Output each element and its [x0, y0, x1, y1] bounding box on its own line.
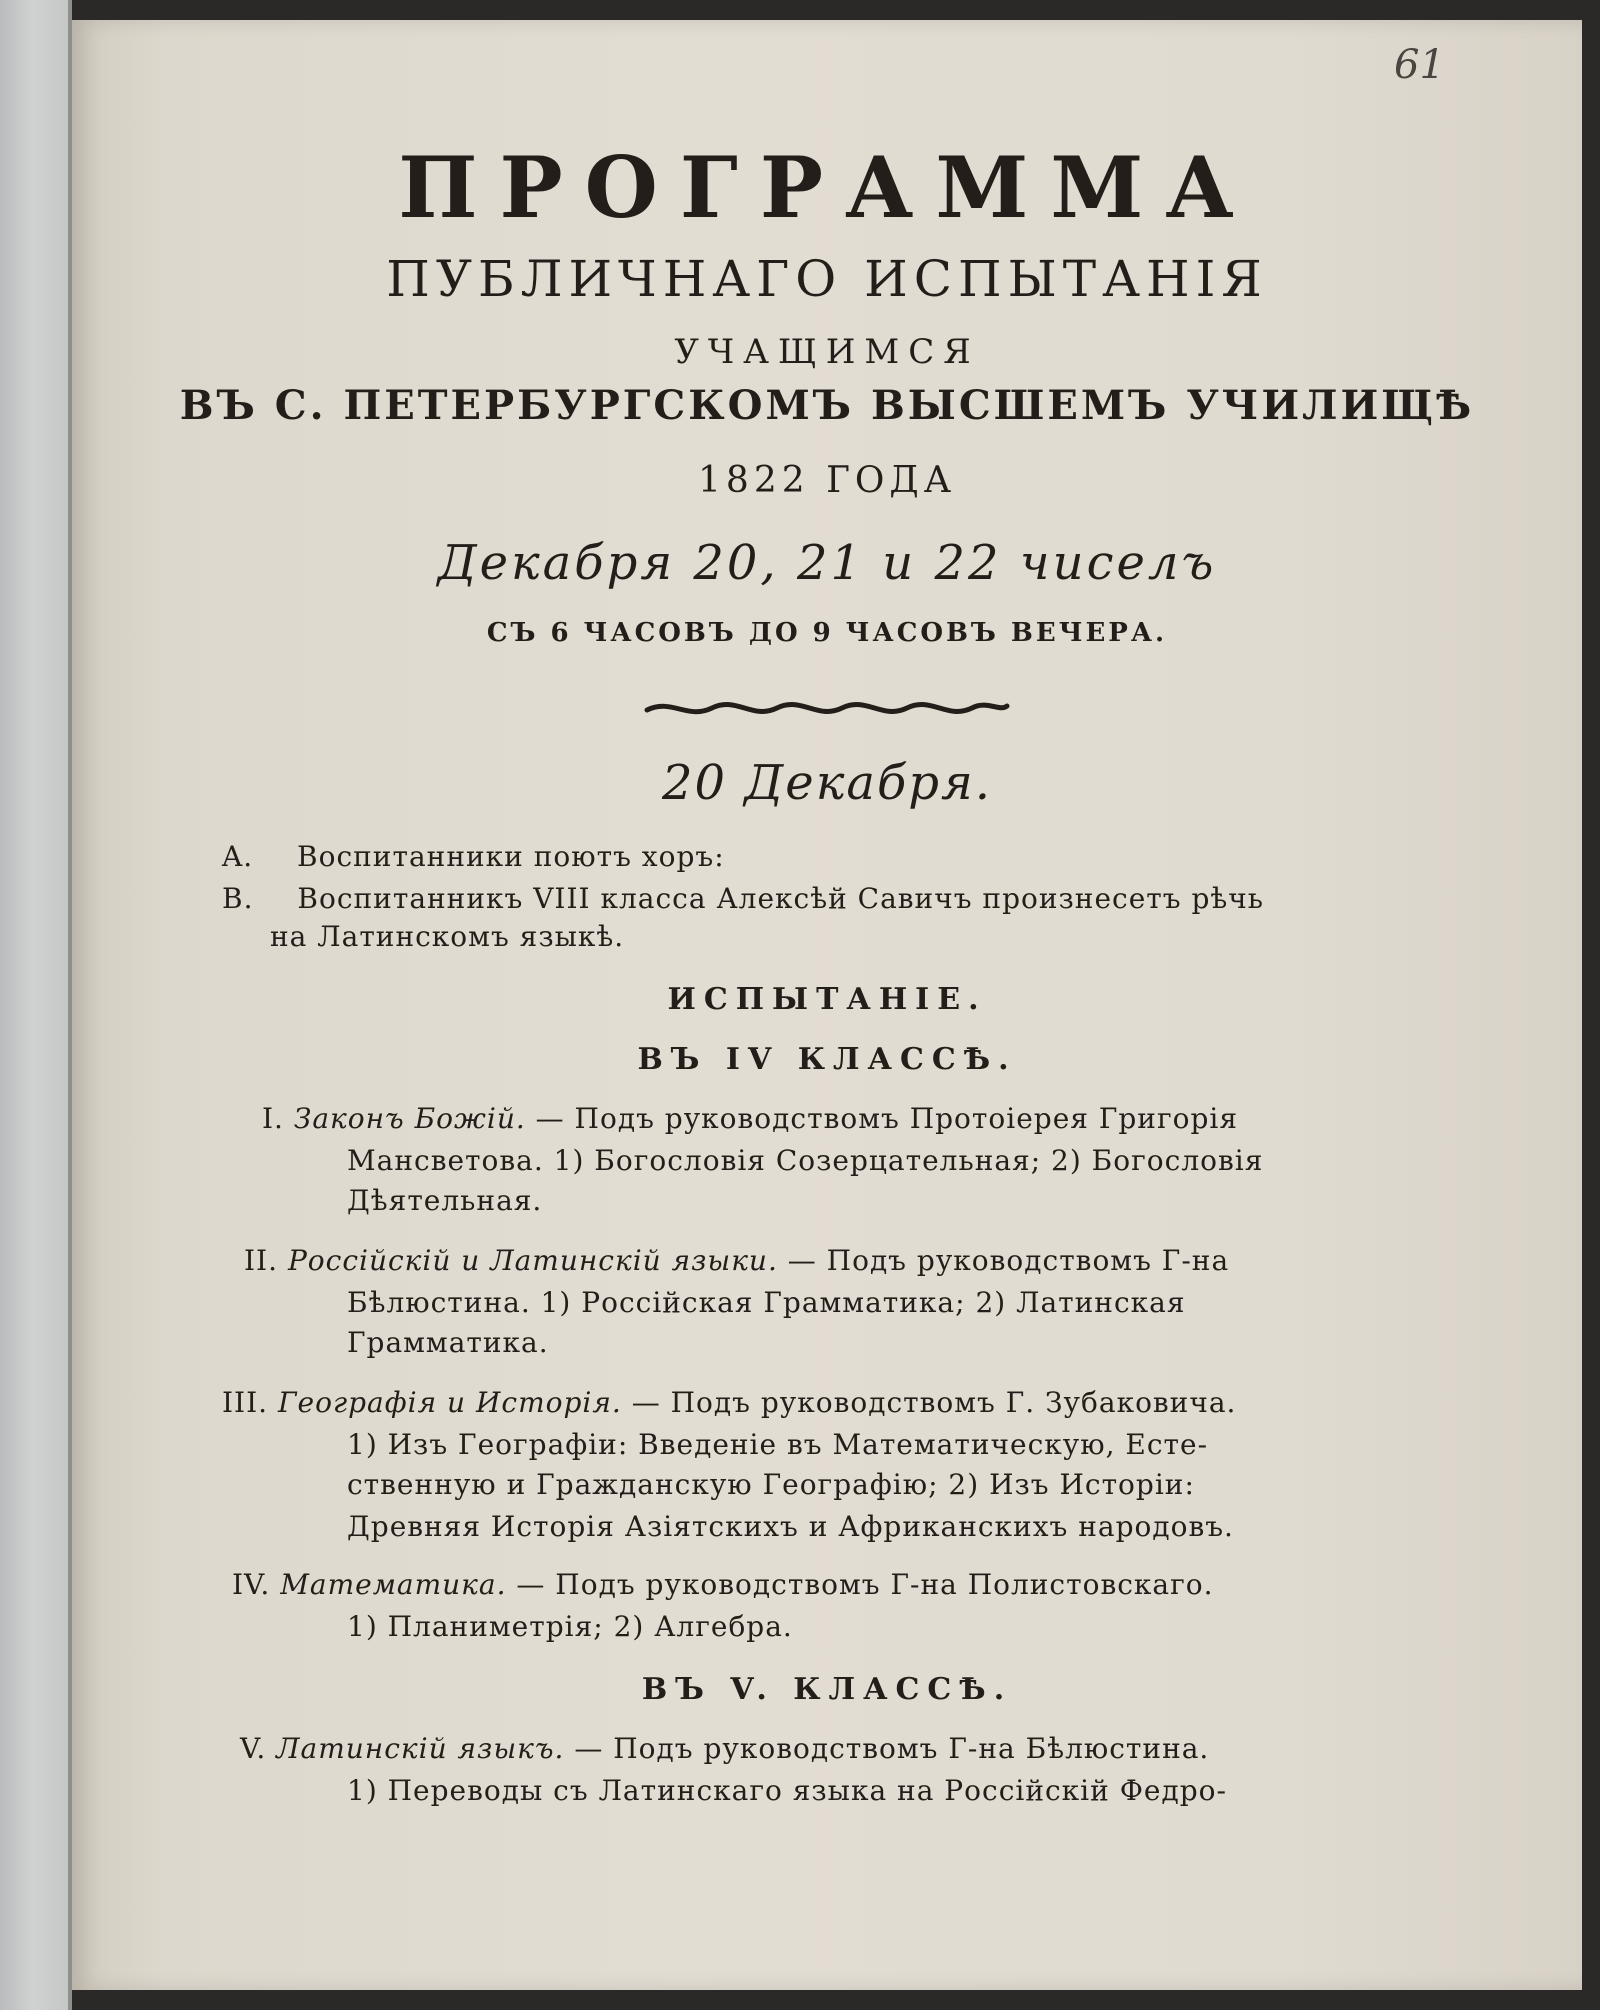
opening-item-a: [222, 840, 725, 873]
subject-number: IV.: [232, 1568, 271, 1601]
subject-text: — Подъ руководствомъ Г-на Бѣлюстина.: [574, 1732, 1210, 1765]
subject-name: Законъ Божій.: [293, 1102, 526, 1135]
audience-line: УЧАЩИМСЯ: [674, 332, 980, 372]
subject-name: Россійскій и Латинскій языки.: [287, 1244, 778, 1277]
subject-v-line-1: [240, 1732, 1209, 1765]
subject-i-line-3: Дѣятельная.: [347, 1184, 543, 1217]
opening-item-b-cont: на Латинскомъ языкѣ.: [270, 920, 625, 953]
document-subtitle: ПУБЛИЧНАГО ИСПЫТАНІЯ: [386, 250, 1268, 308]
exam-heading: ИСПЫТАНІЕ.: [667, 982, 987, 1017]
subject-text: — Подъ руководствомъ Г. Зубаковича.: [631, 1386, 1237, 1419]
year-line: 1822 ГОДА: [698, 460, 956, 501]
subject-ii-line-2: Бѣлюстина. 1) Россійская Грамматика; 2) Латинская: [347, 1286, 1186, 1319]
ornament-divider: [642, 692, 1012, 722]
day-heading: 20 Декабря.: [661, 755, 993, 811]
subject-iii-line-1: [222, 1386, 1236, 1419]
subject-ii-line-3: Грамматика.: [347, 1326, 549, 1359]
item-label: A.: [222, 840, 254, 873]
school-line: ВЪ С. ПЕТЕРБУРГСКОМЪ ВЫСШЕМЪ УЧИЛИЩѢ: [179, 382, 1475, 429]
dates-line: Декабря 20, 21 и 22 чиселъ: [437, 535, 1217, 591]
corner-handwritten-note: 61: [1394, 42, 1445, 88]
item-text: Воспитанники поютъ хоръ:: [297, 840, 725, 873]
item-label: B.: [222, 882, 254, 915]
document-title: ПРОГРАММА: [398, 138, 1256, 237]
subject-iv-line-2: 1) Планиметрія; 2) Алгебра.: [347, 1610, 793, 1643]
subject-text: — Подъ руководствомъ Протоіерея Григорія: [535, 1102, 1239, 1135]
subject-number: III.: [222, 1386, 269, 1419]
subject-iv-line-1: [232, 1568, 1214, 1601]
subject-iii-line-4: Древняя Исторія Азіятскихъ и Африканскихъ народовъ.: [347, 1510, 1234, 1543]
subject-iii-line-2: 1) Изъ Географіи: Введеніе въ Математическую, Есте-: [347, 1428, 1209, 1461]
subject-number: V.: [240, 1732, 267, 1765]
subject-i-line-2: Мансветова. 1) Богословія Созерцательная; 2) Богословія: [347, 1144, 1264, 1177]
subject-name: Латинскій языкъ.: [276, 1732, 565, 1765]
document-page: [72, 20, 1582, 1990]
subject-text: — Подъ руководствомъ Г-на Полистовскаго.: [516, 1568, 1214, 1601]
subject-i-line-1: [262, 1102, 1238, 1135]
binding-board: [0, 0, 72, 2010]
class-iv-heading: ВЪ IV КЛАССѢ.: [637, 1042, 1017, 1077]
subject-number: II.: [244, 1244, 279, 1277]
item-text: Воспитанникъ VIII класса Алексѣй Савичъ произнесетъ рѣчь: [297, 882, 1265, 915]
subject-v-line-2: 1) Переводы съ Латинскаго языка на Россійскій Федро-: [347, 1774, 1227, 1807]
subject-name: Математика.: [280, 1568, 507, 1601]
class-v-heading: ВЪ V. КЛАССѢ.: [641, 1672, 1013, 1707]
subject-iii-line-3: ственную и Гражданскую Географію; 2) Изъ Исторіи:: [347, 1468, 1195, 1501]
subject-name: Географія и Исторія.: [278, 1386, 622, 1419]
subject-ii-line-1: [244, 1244, 1229, 1277]
hours-line: СЪ 6 ЧАСОВЪ ДО 9 ЧАСОВЪ ВЕЧЕРА.: [486, 618, 1168, 648]
opening-item-b: [222, 882, 1264, 915]
subject-number: I.: [262, 1102, 284, 1135]
subject-text: — Подъ руководствомъ Г-на: [787, 1244, 1230, 1277]
